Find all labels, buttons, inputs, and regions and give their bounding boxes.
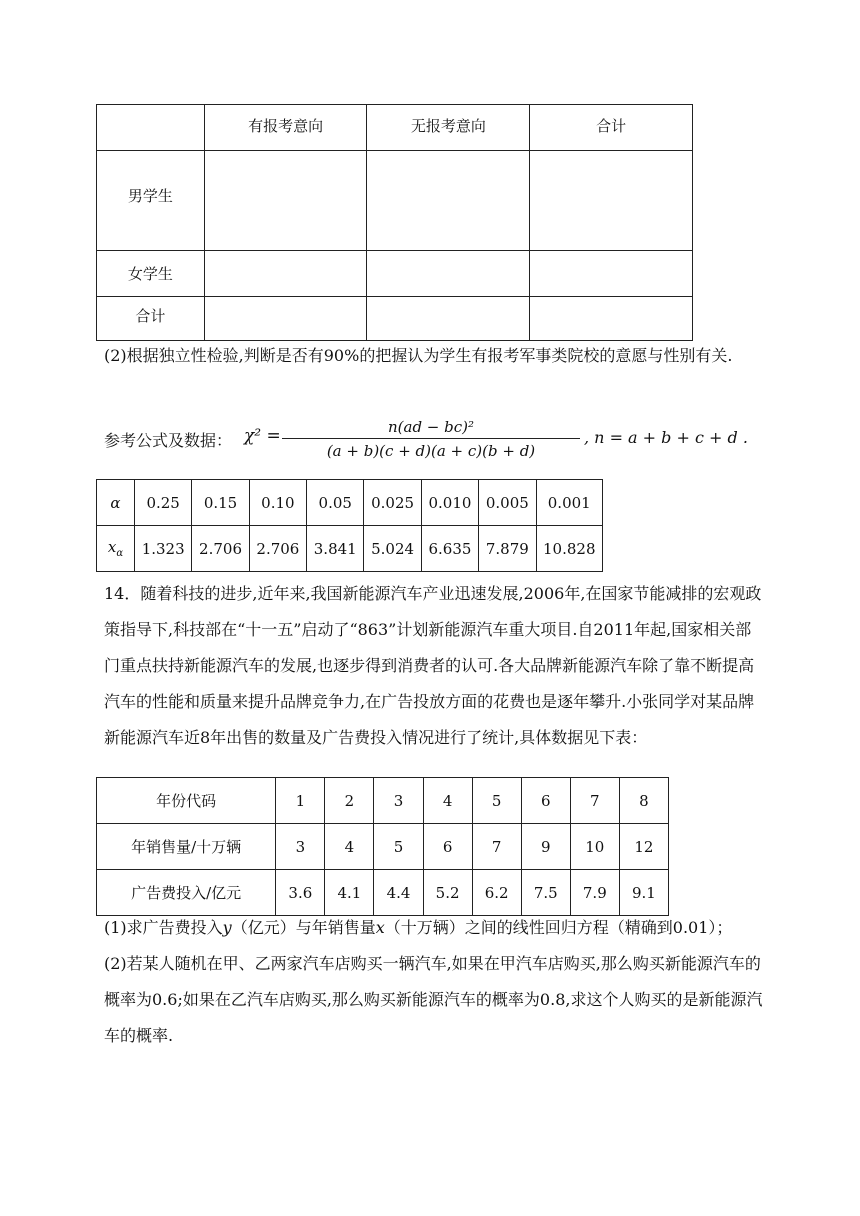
table-cell: 7.9 xyxy=(570,870,619,916)
table-cell: 7 xyxy=(472,824,521,870)
row-label-ad-spend: 广告费投入/亿元 xyxy=(97,870,276,916)
table-cell: 5 xyxy=(472,778,521,824)
table-cell: 9 xyxy=(521,824,570,870)
table-cell: 0.010 xyxy=(421,480,478,526)
question-14-parts xyxy=(104,910,764,1054)
question-14-text: 14．随着科技的进步,近年来,我国新能源汽车产业迅速发展,2006年,在国家节能减排的宏观政策指导下,科技部在“十一五”启动了“863”计划新能源汽车重大项目.自2011年起,国家相关部门重点扶持新能源汽车的发展,也逐步得到消费者的认可.各大品牌新能源汽车除了靠不断提高汽车的性能和质量来提升品牌竞争力,在广告投放方面的花费也是逐年攀升.小张同学对某品牌新能源汽车近8年出售的数量及广告费投入情况进行了统计,具体数据见下表： xyxy=(104,584,762,747)
table-cell: 0.025 xyxy=(364,480,421,526)
table-cell xyxy=(204,251,367,297)
table-cell: 6 xyxy=(521,778,570,824)
row-label-female: 女学生 xyxy=(97,251,205,297)
table-cell xyxy=(530,297,693,341)
table-cell: 4.4 xyxy=(374,870,423,916)
table-cell xyxy=(530,151,693,251)
question-14-part-2: (2)若某人随机在甲、乙两家汽车店购买一辆汽车,如果在甲汽车店购买,那么购买新能源汽车的概率为0.6;如果在乙汽车店购买,那么购买新能源汽车的概率为0.8,求这个人购买的是新能源汽车的概率. xyxy=(104,954,763,1045)
question-14-part-1 xyxy=(104,910,764,946)
row-label-sales: 年销售量/十万辆 xyxy=(97,824,276,870)
table-cell: 7 xyxy=(570,778,619,824)
table-cell: 7.879 xyxy=(479,526,536,572)
table-cell: 4 xyxy=(423,778,472,824)
table-cell: 4.1 xyxy=(325,870,374,916)
table-cell: 12 xyxy=(619,824,668,870)
header-no-intent: 无报考意向 xyxy=(367,105,530,151)
formula-chi: χ² = xyxy=(244,426,281,446)
header-has-intent: 有报考意向 xyxy=(204,105,367,151)
formula-tail: , n = a + b + c + d . xyxy=(584,428,748,447)
table-cell: 7.5 xyxy=(521,870,570,916)
table-cell: 5 xyxy=(374,824,423,870)
table-cell: 0.10 xyxy=(249,480,306,526)
var-y: y xyxy=(222,918,232,937)
table-cell: 3 xyxy=(276,824,325,870)
table-cell: 10.828 xyxy=(536,526,603,572)
question-2-text: (2)根据独立性检验,判断是否有90%的把握认为学生有报考军事类院校的意愿与性别有关. xyxy=(104,346,733,365)
formula-label: 参考公式及数据： xyxy=(104,431,233,450)
reference-formula xyxy=(104,416,804,466)
table-cell-corner xyxy=(97,105,205,151)
table-cell: 5.024 xyxy=(364,526,421,572)
contingency-table xyxy=(96,104,693,341)
table-cell: 2.706 xyxy=(192,526,249,572)
table-cell: 8 xyxy=(619,778,668,824)
formula-numerator: n(ad − bc)² xyxy=(282,416,580,439)
table-cell: 10 xyxy=(570,824,619,870)
table-cell xyxy=(204,297,367,341)
part-1-text-c: （十万辆）之间的线性回归方程（精确到0.01）； xyxy=(384,918,733,937)
table-cell: 9.1 xyxy=(619,870,668,916)
part-1-text-b: （亿元）与年销售量 xyxy=(231,918,376,937)
table-cell xyxy=(367,297,530,341)
row-label-year-code: 年份代码 xyxy=(97,778,276,824)
table-cell: 3.841 xyxy=(307,526,364,572)
table-cell: 6.635 xyxy=(421,526,478,572)
alpha-label: α xyxy=(97,480,135,526)
header-total: 合计 xyxy=(530,105,693,151)
table-cell: 0.001 xyxy=(536,480,603,526)
formula-denominator: (a + b)(c + d)(a + c)(b + d) xyxy=(326,442,536,460)
table-cell: 5.2 xyxy=(423,870,472,916)
row-label-total: 合计 xyxy=(97,297,205,341)
table-cell: 2.706 xyxy=(249,526,306,572)
table-cell: 6.2 xyxy=(472,870,521,916)
table-cell: 6 xyxy=(423,824,472,870)
row-label-male: 男学生 xyxy=(97,151,205,251)
table-cell: 3.6 xyxy=(276,870,325,916)
table-cell: 1 xyxy=(276,778,325,824)
table-cell: 1.323 xyxy=(134,526,191,572)
part-1-text-a: (1)求广告费投入 xyxy=(104,918,223,937)
table-cell: 0.25 xyxy=(134,480,191,526)
table-cell: 4 xyxy=(325,824,374,870)
x-subscript: α xyxy=(116,548,124,559)
table-cell xyxy=(367,251,530,297)
x-alpha-label xyxy=(97,526,135,572)
table-cell: 2 xyxy=(325,778,374,824)
sales-ad-table xyxy=(96,777,669,916)
var-x: x xyxy=(375,918,385,937)
table-cell: 3 xyxy=(374,778,423,824)
table-cell xyxy=(367,151,530,251)
x-label: x xyxy=(107,538,117,556)
table-cell xyxy=(204,151,367,251)
formula-fraction xyxy=(282,416,580,463)
critical-value-table xyxy=(96,479,603,572)
table-cell: 0.05 xyxy=(307,480,364,526)
table-cell: 0.15 xyxy=(192,480,249,526)
table-cell xyxy=(530,251,693,297)
table-cell: 0.005 xyxy=(479,480,536,526)
